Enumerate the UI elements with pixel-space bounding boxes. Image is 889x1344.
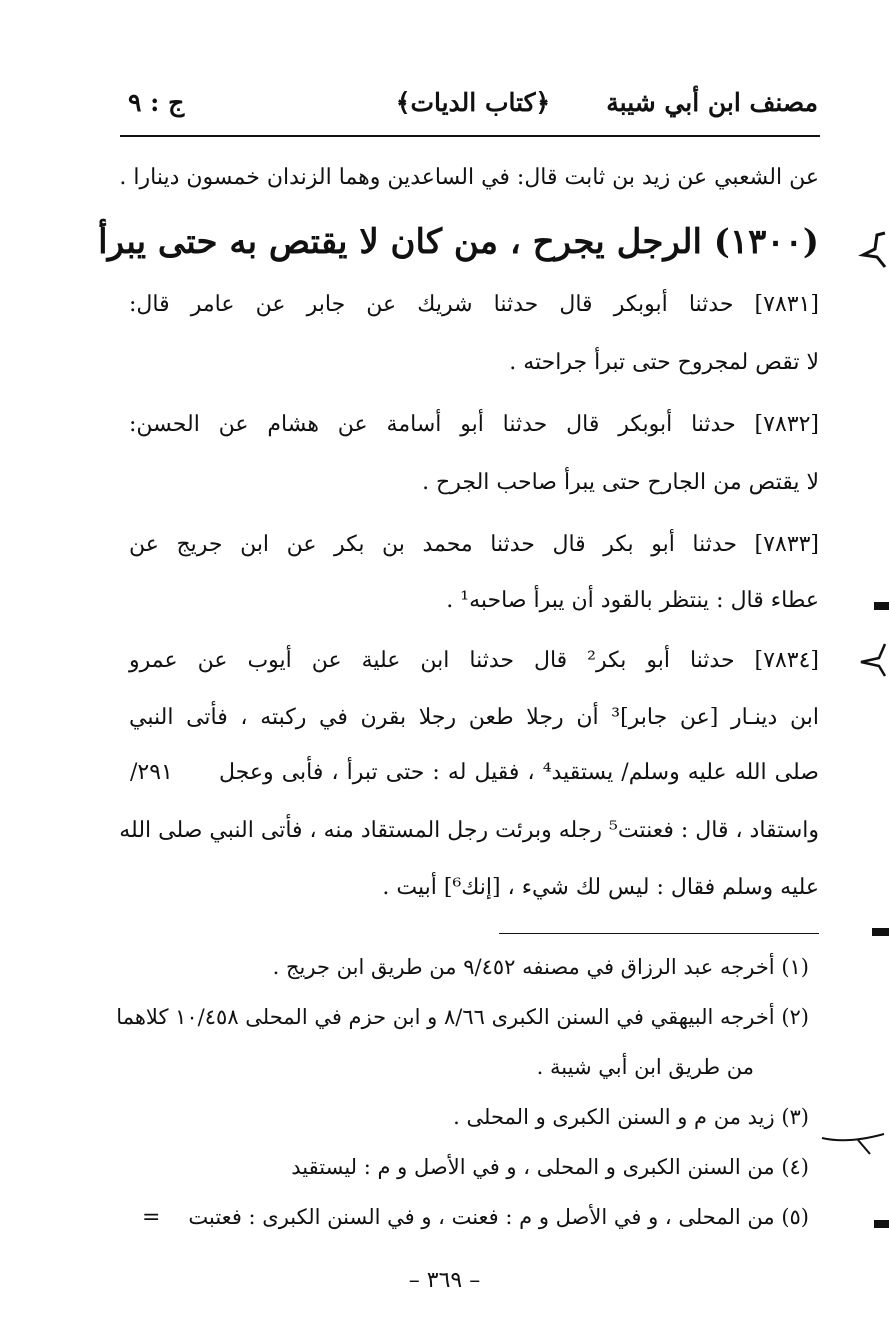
book-title: مصنف ابن أبي شيبة bbox=[606, 88, 818, 117]
footnote: (٢) أخرجه البيهقي في السنن الكبرى ٨/٦٦ و ابن حزم في المحلى ١٠/٤٥٨ كلاهما bbox=[116, 1005, 809, 1029]
footnote: (٥) من المحلى ، و في الأصل و م : فعنت ، و في السنن الكبرى : فعتبت bbox=[188, 1205, 809, 1229]
scan-mark-icon bbox=[855, 640, 889, 680]
hadith-line: لا تقص لمجروح حتى تبرأ جراحته . bbox=[509, 350, 819, 375]
footnote-continuation: من طريق ابن أبي شيبة . bbox=[536, 1055, 754, 1079]
scan-mark-icon bbox=[855, 225, 889, 275]
chapter-title: ﴿كتاب الديات﴾ bbox=[395, 88, 551, 117]
running-header bbox=[128, 88, 818, 128]
hadith-line: [٧٨٣٢] حدثنا أبوبكر قال حدثنا أبو أسامة عن هشام عن الحسن: bbox=[129, 412, 819, 437]
hadith-line: [٧٨٣٤] حدثنا أبو بكر² قال حدثنا ابن علية عن أيوب عن عمرو bbox=[129, 648, 819, 673]
hadith-line: عطاء قال : ينتظر بالقود أن يبرأ صاحبه¹ . bbox=[446, 588, 819, 613]
hadith-line: صلى الله عليه وسلم/ يستقيد⁴ ، فقيل له : حتى تبرأ ، فأبى وعجل bbox=[219, 760, 819, 785]
footnote: (٤) من السنن الكبرى و المحلى ، و في الأصل و م : ليستقيد bbox=[291, 1155, 809, 1179]
scan-mark-icon bbox=[818, 1120, 889, 1160]
scan-mark-icon bbox=[870, 924, 889, 940]
scan-mark-icon bbox=[872, 1216, 889, 1232]
hadith-line: [٧٨٣١] حدثنا أبوبكر قال حدثنا شريك عن جابر عن عامر قال: bbox=[129, 292, 819, 317]
hadith-line: عليه وسلم فقال : ليس لك شيء ، [إنك⁶] أبيت . bbox=[382, 875, 819, 900]
hadith-line: ابن دينـار [عن جابر]³ أن رجلا طعن رجلا بقرن في ركبته ، فأتى النبي bbox=[129, 705, 819, 730]
page-number: – ٣٦٩ – bbox=[408, 1268, 481, 1293]
scan-mark-icon bbox=[872, 598, 889, 614]
footnote: (١) أخرجه عبد الرزاق في مصنفه ٩/٤٥٢ من طريق ابن جريج . bbox=[272, 955, 809, 979]
body-line: عن الشعبي عن زيد بن ثابت قال: في الساعدين وهما الزندان خمسون دينارا . bbox=[119, 165, 819, 190]
margin-page-reference: /٢٩١ bbox=[130, 760, 173, 785]
footnote: (٣) زيد من م و السنن الكبرى و المحلى . bbox=[453, 1105, 809, 1129]
footnote-rule bbox=[499, 933, 819, 934]
section-heading: (١٣٠٠) الرجل يجرح ، من كان لا يقتص به حتى يبرأ bbox=[98, 222, 819, 262]
hadith-line: واستقاد ، قال : فعنتت⁵ رجله وبرئت رجل المستقاد منه ، فأتى النبي صلى الله bbox=[119, 818, 819, 843]
hadith-line: [٧٨٣٣] حدثنا أبو بكر قال حدثنا محمد بن بكر عن ابن جريج عن bbox=[129, 532, 819, 557]
header-rule bbox=[120, 135, 820, 137]
volume-number: ج : ٩ bbox=[128, 88, 185, 117]
continuation-mark: = bbox=[142, 1205, 161, 1230]
hadith-line: لا يقتص من الجارح حتى يبرأ صاحب الجرح . bbox=[422, 470, 819, 495]
